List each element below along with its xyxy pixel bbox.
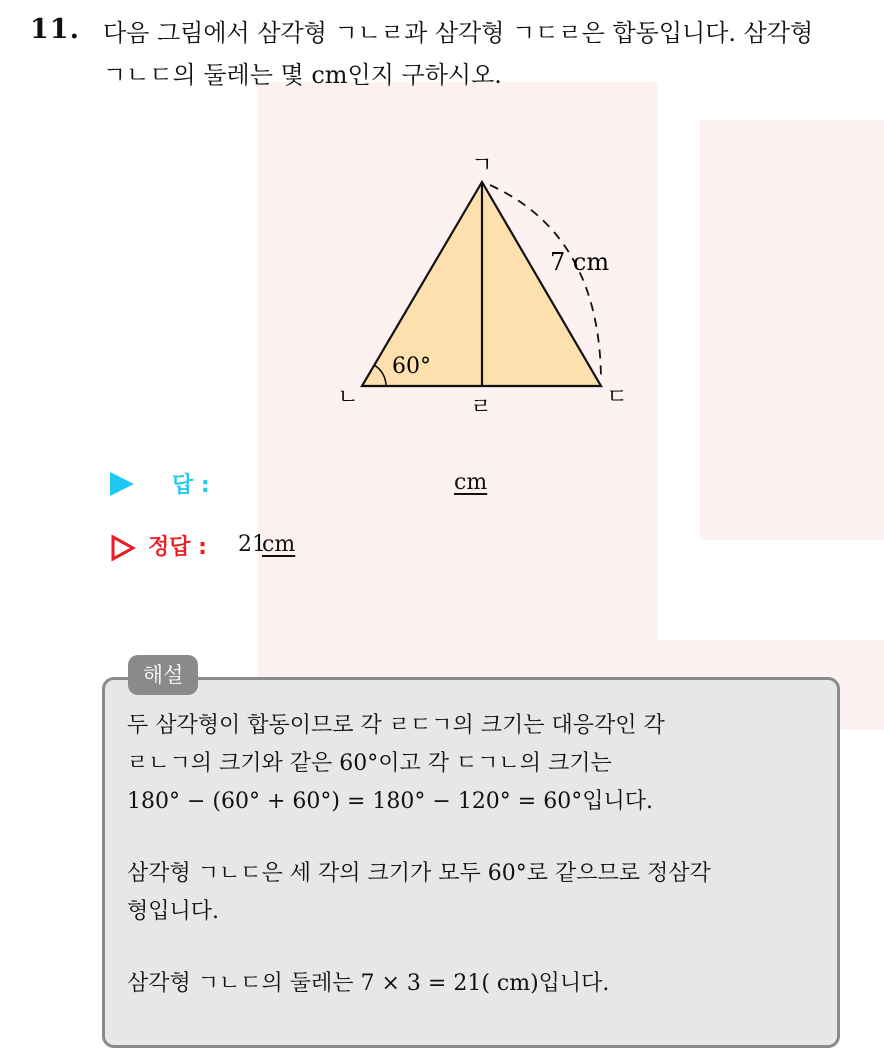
solution-line: 180° − (60° + 60°) = 180° − 120° = 60°입니다. xyxy=(127,789,653,814)
side-length-label: 7 cm xyxy=(550,248,610,276)
correct-answer-value: 21 xyxy=(238,532,266,557)
question-number: 11. xyxy=(30,14,80,45)
solution-tab: 해설 xyxy=(128,655,198,695)
vertex-bottom-label: ㄹ xyxy=(470,395,492,420)
solution-line: 삼각형 ㄱㄴㄷ의 둘레는 7 × 3 = 21( cm)입니다. xyxy=(127,971,610,996)
solution-spacer xyxy=(127,931,827,965)
answer-label: 답 : xyxy=(172,473,210,498)
solution-line: 형입니다. xyxy=(127,899,220,924)
vertex-right-label: ㄷ xyxy=(606,385,628,410)
solution-text xyxy=(127,707,827,1003)
solution-spacer xyxy=(127,821,827,855)
question-line: ㄱㄴㄷ의 둘레는 몇 cm인지 구하시오. xyxy=(103,61,502,89)
play-icon xyxy=(110,472,134,496)
solution-line: ㄹㄴㄱ의 크기와 같은 60°이고 각 ㄷㄱㄴ의 크기는 xyxy=(127,751,612,776)
outline-play-icon xyxy=(110,534,136,562)
answer-unit: cm xyxy=(454,470,488,495)
correct-answer-row xyxy=(110,530,530,564)
solution-line: 두 삼각형이 합동이므로 각 ㄹㄷㄱ의 크기는 대응각인 각 xyxy=(127,713,665,738)
angle-label: 60° xyxy=(392,354,431,379)
question-line: 다음 그림에서 삼각형 ㄱㄴㄹ과 삼각형 ㄱㄷㄹ은 합동입니다. 삼각형 xyxy=(103,19,814,47)
vertex-left-label: ㄴ xyxy=(337,385,359,410)
correct-answer-unit: cm xyxy=(262,532,296,557)
solution-line: 삼각형 ㄱㄴㄷ은 세 각의 크기가 모두 60°로 같으므로 정삼각 xyxy=(127,861,711,886)
triangle-figure xyxy=(0,0,884,440)
vertex-top-label: ㄱ xyxy=(471,153,493,178)
answer-row xyxy=(110,468,530,502)
correct-answer-label: 정답 : xyxy=(148,535,207,560)
